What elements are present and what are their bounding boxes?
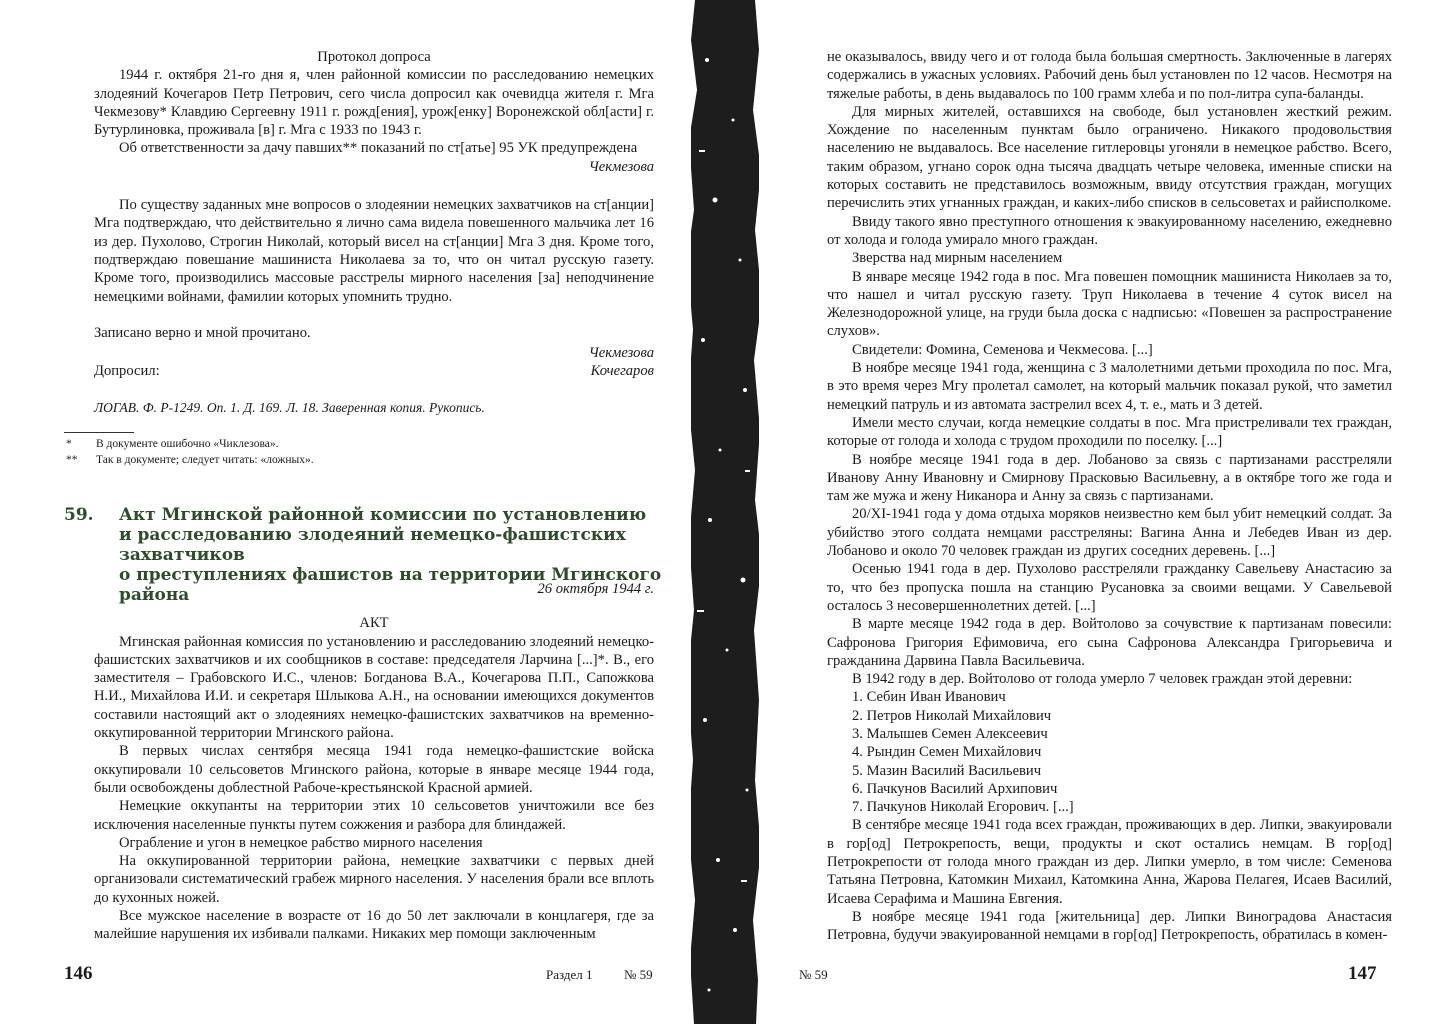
act-paragraph: В 1942 году в дер. Войтолово от голода умерло 7 человек граждан этой деревни: <box>852 671 1353 688</box>
act-paragraph: В январе месяце 1942 года в пос. Мга повешен помощник машиниста Николаев за то, что нашел и читал русскую газету. Труп Николаева в течение 4 суток висел на Железнодорожной улице, на груди была доска с надписью: «Повешен за распространение слухов». <box>827 268 1392 340</box>
signature: Чекмезова <box>588 158 654 175</box>
running-doc-number: № 59 <box>799 967 828 982</box>
footnote <box>64 452 654 468</box>
act-paragraph: Осенью 1941 года в дер. Пухолово расстреляли гражданку Савельеву Анастасию за то, что без пропуска пошла на станцию Русановка за своими вещами. У Савельевой осталось 3 несовершеннолетних детей. [...] <box>827 561 1392 614</box>
interrogator-row <box>94 362 654 380</box>
act-paragraph: Немецкие оккупанты на территории этих 10 сельсоветов уничтожили все без исключения населенные пункты путем сожжения и разбора для блиндажей. <box>94 798 654 833</box>
document-number: 59. <box>64 505 94 525</box>
act-title: АКТ <box>359 615 389 632</box>
act-paragraph: 20/XI-1941 года у дома отдыха моряков неизвестно кем был убит немецкий солдат. За убийство этого солдата немцами расстреляны: Вагина Анна и Лебедев Иван из дер. Лобаново и около 70 человек граждан из других соседних деревень. [...] <box>827 506 1392 560</box>
act-paragraph: В ноябре месяце 1941 года в дер. Лобаново за связь с партизанами расстреляли Иванову Анну Ивановну и Смирнову Прасковью Васильевну, а в октябре того же года и там же мужа и жену Никанора и Анну за связь с партизанами. <box>827 451 1392 505</box>
footnote-text: В документе ошибочно «Чиклезова». <box>96 438 279 450</box>
act-paragraph: Свидетели: Фомина, Семенова и Чекмесова. [...] <box>852 341 1153 358</box>
footnote-text: Так в документе; следует читать: «ложных». <box>96 454 314 466</box>
footnote <box>64 436 654 452</box>
document-title-line: и расследованию злодеяний немецко-фашистских захватчиков <box>119 525 626 565</box>
protocol-paragraph: Записано верно и мной прочитано. <box>94 324 311 341</box>
footnote-mark: ** <box>66 454 78 466</box>
list-item: 2. Петров Николай Михайлович <box>852 707 1052 724</box>
signature: Кочегаров <box>590 363 654 380</box>
protocol-block <box>94 48 654 417</box>
document-title-line: о преступлениях фашистов на территории Мгинского района <box>119 565 662 605</box>
act-paragraph: В ноябре месяце 1941 года, женщина с 3 малолетними детьми проходила по пос. Мга, в это время через Мгу пролетал самолет, на который мальчик показал рукой, что заметил немецкий патруль и из автомата застрелил всех 4, т. е., мать и 3 детей. <box>827 360 1392 413</box>
book-gutter-shadow <box>685 0 765 1024</box>
running-head: Раздел 1 <box>546 967 593 982</box>
list-item: 5. Мазин Василий Васильевич <box>852 762 1042 779</box>
signature: Чекмезова <box>588 345 654 362</box>
footnote-mark: * <box>66 438 72 450</box>
list-item: 3. Малышев Семен Алексеевич <box>852 725 1048 742</box>
act-block <box>94 580 654 944</box>
act-paragraph: В ноябре месяце 1941 года [жительница] дер. Липки Виноградова Анастасия Петровна, будучи эвакуированной немцами в гор[од] Петрокрепость, обратилась в комен- <box>827 908 1392 944</box>
interrogator-label: Допросил: <box>94 363 160 380</box>
act-subheading: Ограбление и угон в немецкое рабство мирного населения <box>119 834 483 851</box>
act-paragraph: не оказывалось, ввиду чего и от голода была большая смертность. Заключенные в лагерях содержались в ужасных условиях. Рабочий день был установлен по 12 часов. Несмотря на тяжелые работы, в день выдавалось по 100 грамм хлеба и по пол-литра супа-баланды. <box>827 49 1392 102</box>
document-title-line: Акт Мгинской районной комиссии по установлению <box>119 505 647 525</box>
protocol-paragraph: 1944 г. октября 21-го дня я, член районной комиссии по расследованию немецких злодеяний Кочегаров Петр Петрович, сего числа допросил как очевидца жителя г. Мга Чекмезову* Клавдию Сергеевну 1911 г. рожд[ения], урож[енку] Воронежской обл[асти] г. Бутурлиновка, проживала [в] г. Мга с 1933 по 1943 г. <box>94 67 654 139</box>
running-doc-number: № 59 <box>624 967 653 982</box>
act-subheading: Зверства над мирным населением <box>852 250 1063 267</box>
act-paragraph: Для мирных жителей, оставшихся на свободе, был установлен жесткий режим. Хождение по населенным пунктам было ограничено. Никакого продовольствия населению не выдавалось. Все население гитлеровцы угоняли в немецкое рабство. Всего, таким образом, угнано сорок одна тысяча двадцать четыре человека, именные списки на которых составить не представилось возможным, ввиду отсутствия граждан, могущих перечислить этих угнанных граждан, и каких-либо списков в сельсоветах и райисполкоме. <box>827 103 1392 212</box>
act-paragraph: В первых числах сентября месяца 1941 года немецко-фашистские войска оккупировали 10 сельсоветов Мгинского района, которые в январе месяце 1944 года, были освобождены доблестной Рабоче-крестьянской Красной армией. <box>94 743 654 796</box>
act-paragraph: Ввиду такого явно преступного отношения к эвакуированному населению, ежедневно от холода и голода умирало много граждан. <box>827 213 1392 248</box>
act-paragraph: Мгинская районная комиссия по установлению и расследованию злодеяний немецко-фашистских захватчиков и их сообщников в составе: председателя Ларчина [...]*. В., его заместителя – Грабовского И.С., членов: Богданова В.А., Кочегарова П.П., Сапожкова Н.И., Михайлова И.И. и секретаря Шлыкова А.Н., на основании имеющихся документов составили настоящий акт о злодеяниях немецко-фашистских захватчиков на временно-оккупированной территории Мгинского района. <box>94 633 654 742</box>
act-continuation <box>827 48 1392 945</box>
list-item: 7. Пачкунов Николай Егорович. [...] <box>852 799 1074 816</box>
act-paragraph: Все мужское население в возрасте от 16 до 50 лет заключали в концлагеря, где за малейшие нарушения их избивали палками. Никаких мер помощи заключенным <box>94 908 654 943</box>
protocol-paragraph: Об ответственности за дачу павших** показаний по ст[атье] 95 УК предупреждена <box>119 140 638 157</box>
page-number: 147 <box>1348 963 1377 984</box>
list-item: 1. Себин Иван Иванович <box>852 689 1006 706</box>
document-date: 26 октября 1944 г. <box>537 581 654 597</box>
act-paragraph: В сентябре месяце 1941 года всех граждан, проживающих в дер. Липки, эвакуировали в гор[од] Петрокрепость, вещи, продукты и скот остались немцам. В гор[од] Петрокрепости от голода много граждан из дер. Липки умерло, в том числе: Семенова Татьяна Петровна, Катомкин Михаил, Катомкина Анна, Жарова Пелагея, Исаев Василий, Исаева Серафима и Машина Евгения. <box>827 817 1392 907</box>
page-number: 146 <box>64 963 93 984</box>
act-paragraph: В марте месяце 1942 года в дер. Войтолово за сочувствие к партизанам повесили: Сафронова Григория Ефимовича, его сына Сафронова Александра Григорьевича и гражданина Дарвина Павла Васильевича. <box>827 616 1392 669</box>
right-page <box>765 0 1451 1024</box>
protocol-paragraph: По существу заданных мне вопросов о злодеянии немецких захватчиков на ст[анции] Мга подтверждаю, что действительно я лично сама видела повешенного мальчика лет 16 из дер. Пухолово, Строгин Николай, который висел на ст[анции] Мга 3 дня. Кроме того, подтверждаю повешание машиниста Николаева за то, что он читал русскую газету. Кроме того, производились массовые расстрелы мирного населения [за] неподчинение немецкими войнами, фамилии которых упомнить трудно. <box>94 197 654 305</box>
left-page <box>0 0 685 1024</box>
protocol-title: Протокол допроса <box>317 49 431 65</box>
list-item: 6. Пачкунов Василий Архипович <box>852 780 1058 797</box>
archive-reference: ЛОГАВ. Ф. Р-1249. Оп. 1. Д. 169. Л. 18. Заверенная копия. Рукопись. <box>94 399 485 415</box>
list-item: 4. Рындин Семен Михайлович <box>852 744 1042 761</box>
act-paragraph: На оккупированной территории района, немецкие захватчики с первых дней организовали систематический грабеж мирного населения. У населения брали все вплоть до кухонных ножей. <box>94 853 654 906</box>
footnote-divider <box>64 432 134 433</box>
footnotes <box>64 436 654 468</box>
act-paragraph: Имели место случаи, когда немецкие солдаты в пос. Мга пристреливали тех граждан, которые от голода и холода с трудом проходили по поселку. [...] <box>827 414 1392 450</box>
